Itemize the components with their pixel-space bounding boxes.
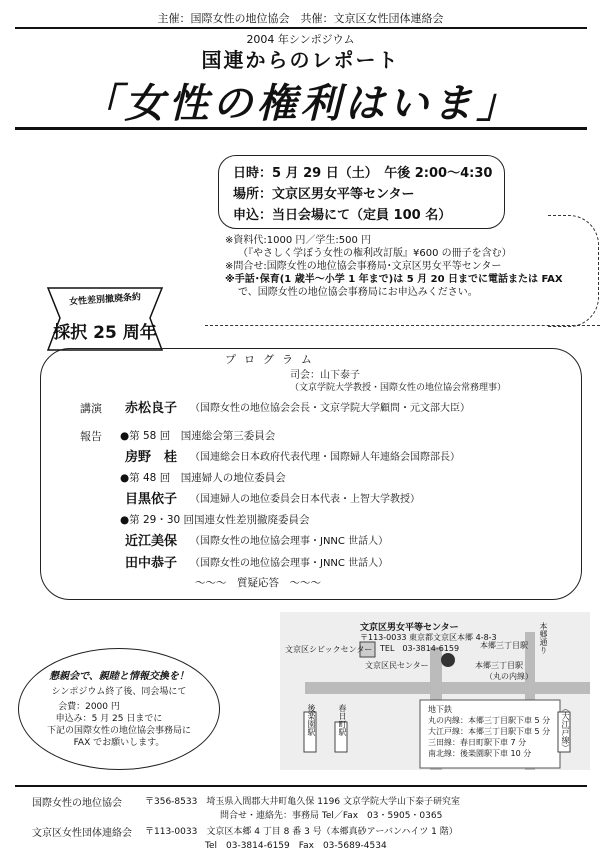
speaker-2: 目黒依子	[125, 492, 178, 507]
dashed-border-right	[548, 215, 599, 327]
map-kasuga-station: 春日町駅	[338, 704, 347, 736]
speaker-2-affiliation: （国連婦人の地位委員会日本代表・上智大学教授）	[190, 494, 420, 505]
title-rule	[15, 127, 587, 130]
speaker-3-affiliation: （国際女性の地位協会理事・JNNC 世話人）	[190, 536, 389, 547]
symposium-year: 2004 年シンポジウム	[246, 33, 355, 46]
footer-org-2-contact: Tel 03-3814-6159 Fax 03-5689-4534	[205, 841, 387, 851]
session-3: ●第 29・30 回国連女性差別撤廃委員会	[120, 514, 310, 526]
map-subway-2: 大江戸線：本郷三丁目駅下車 5 分	[428, 727, 551, 736]
event-registration: 申込：当日会場にて（定員 100 名）	[233, 208, 452, 223]
event-venue: 場所：文京区男女平等センター	[233, 187, 415, 202]
note-childcare-2: で、国際女性の地位協会事務局にお申込みください。	[238, 287, 478, 298]
lecture-label: 講演	[80, 402, 102, 415]
program-mc: 司会：山下泰子	[290, 370, 360, 381]
map-ward-center: 文京区民センター	[365, 661, 429, 670]
program-title: プログラム	[225, 353, 320, 366]
map-title: 文京区男女平等センター	[360, 623, 459, 633]
page-title: 「女性の権利はいま」	[80, 81, 521, 127]
note-contact: ※問合せ:国際女性の地位協会事務局･文京区男女平等センター	[225, 261, 502, 272]
social-line-1: シンポジウム終了後、同会場にて	[51, 687, 187, 697]
social-fax: FAX でお願いします。	[73, 738, 165, 748]
program-mc-affiliation: （文京学院大学教授・国際女性の地位協会常務理事）	[290, 383, 507, 393]
map-civic-center: 文京区シビックセンター	[285, 645, 373, 654]
speaker-3: 近江美保	[125, 534, 178, 549]
speaker-1: 房野 桂	[125, 450, 178, 465]
map-korakuen-station: 後楽園駅	[307, 704, 316, 736]
speaker-4-affiliation: （国際女性の地位協会理事・JNNC 世話人）	[190, 558, 389, 569]
event-info-box	[218, 155, 505, 229]
footer-org-1: 国際女性の地位協会	[32, 798, 122, 809]
qa-session: ～～～ 質疑応答 ～～～	[195, 577, 321, 589]
top-rule	[15, 27, 587, 29]
footer-org-2: 文京区女性団体連絡会	[32, 828, 132, 839]
social-contact: 下記の国際女性の地位協会事務局に	[46, 726, 191, 736]
map-hongo-avenue: 本郷通り	[539, 622, 548, 654]
map-tel: TEL 03-3814-6159	[380, 644, 460, 653]
map-address: 〒113-0033 東京都文京区本郷 4-8-3	[360, 633, 497, 642]
map-ooedo-line: （大江戸線）	[561, 704, 570, 752]
social-gathering	[18, 648, 220, 770]
speaker-4: 田中恭子	[125, 556, 178, 571]
event-datetime: 日時：5 月 29 日（土） 午後 2:00～4:30	[233, 166, 493, 181]
lecture-speaker: 赤松良子	[125, 401, 178, 416]
report-label: 報告	[80, 430, 102, 443]
lecture-affiliation: （国際女性の地位協会会長・文京学院大学顧問・元文部大臣）	[190, 403, 470, 414]
badge-anniversary: 採択 25 周年	[53, 323, 157, 343]
footer-rule	[15, 785, 587, 787]
footer-org-1-address: 〒356-8533 埼玉県入間郡大井町亀久保 1196 文京学院大学山下泰子研究室	[145, 797, 460, 807]
session-1: ●第 58 回 国連総会第三委員会	[120, 430, 276, 442]
note-childcare: ※手話･保育(1 歳半～小学 1 年まで)は 5 月 20 日までに電話または FAX	[225, 274, 563, 285]
note-fee-detail: （『やさしく学ぼう女性の権利改訂版』¥600 の冊子を含む）	[238, 248, 512, 259]
badge-convention: 女性差別撤廃条約	[68, 292, 142, 308]
footer-org-2-address: 〒113-0033 文京区本郷 4 丁目 8 番 3 号（本郷真砂アーバンハイツ 1 階）	[145, 827, 458, 837]
map-subway-1: 丸の内線：本郷三丁目駅下車 5 分	[428, 716, 551, 725]
note-fee: ※資料代:1000 円／学生:500 円	[225, 235, 372, 246]
map-subway-3: 三田線：春日町駅下車 7 分	[428, 738, 527, 747]
dashed-border-bottom	[205, 325, 600, 326]
organizers: 主催：国際女性の地位協会 共催：文京区女性団体連絡会	[157, 12, 444, 25]
report-subtitle: 国連からのレポート	[201, 48, 400, 72]
map-marunouchi-line: （丸の内線）	[485, 672, 533, 681]
map-subway-4: 南北線：後楽園駅下車 10 分	[428, 749, 532, 758]
anniversary-badge	[40, 278, 170, 358]
map-subway-heading: 地下鉄	[428, 705, 452, 714]
social-fee: 会費：2000 円	[58, 702, 120, 712]
social-deadline: 申込み：5 月 25 日までに	[55, 714, 163, 724]
session-2: ●第 48 回 国連婦人の地位委員会	[120, 472, 286, 484]
access-map	[280, 612, 590, 770]
footer-org-1-contact: 問合せ・連絡先：事務局 Tel／Fax 03・5905・0365	[220, 811, 443, 821]
speaker-1-affiliation: （国連総会日本政府代表代理・国際婦人年連絡会国際部長）	[190, 452, 460, 463]
map-hongo3-station-2: 本郷三丁目駅	[475, 661, 523, 670]
social-heading: 懇親会で、親睦と情報交換を！	[49, 671, 189, 682]
map-hongo3-station: 本郷三丁目駅	[480, 641, 528, 650]
